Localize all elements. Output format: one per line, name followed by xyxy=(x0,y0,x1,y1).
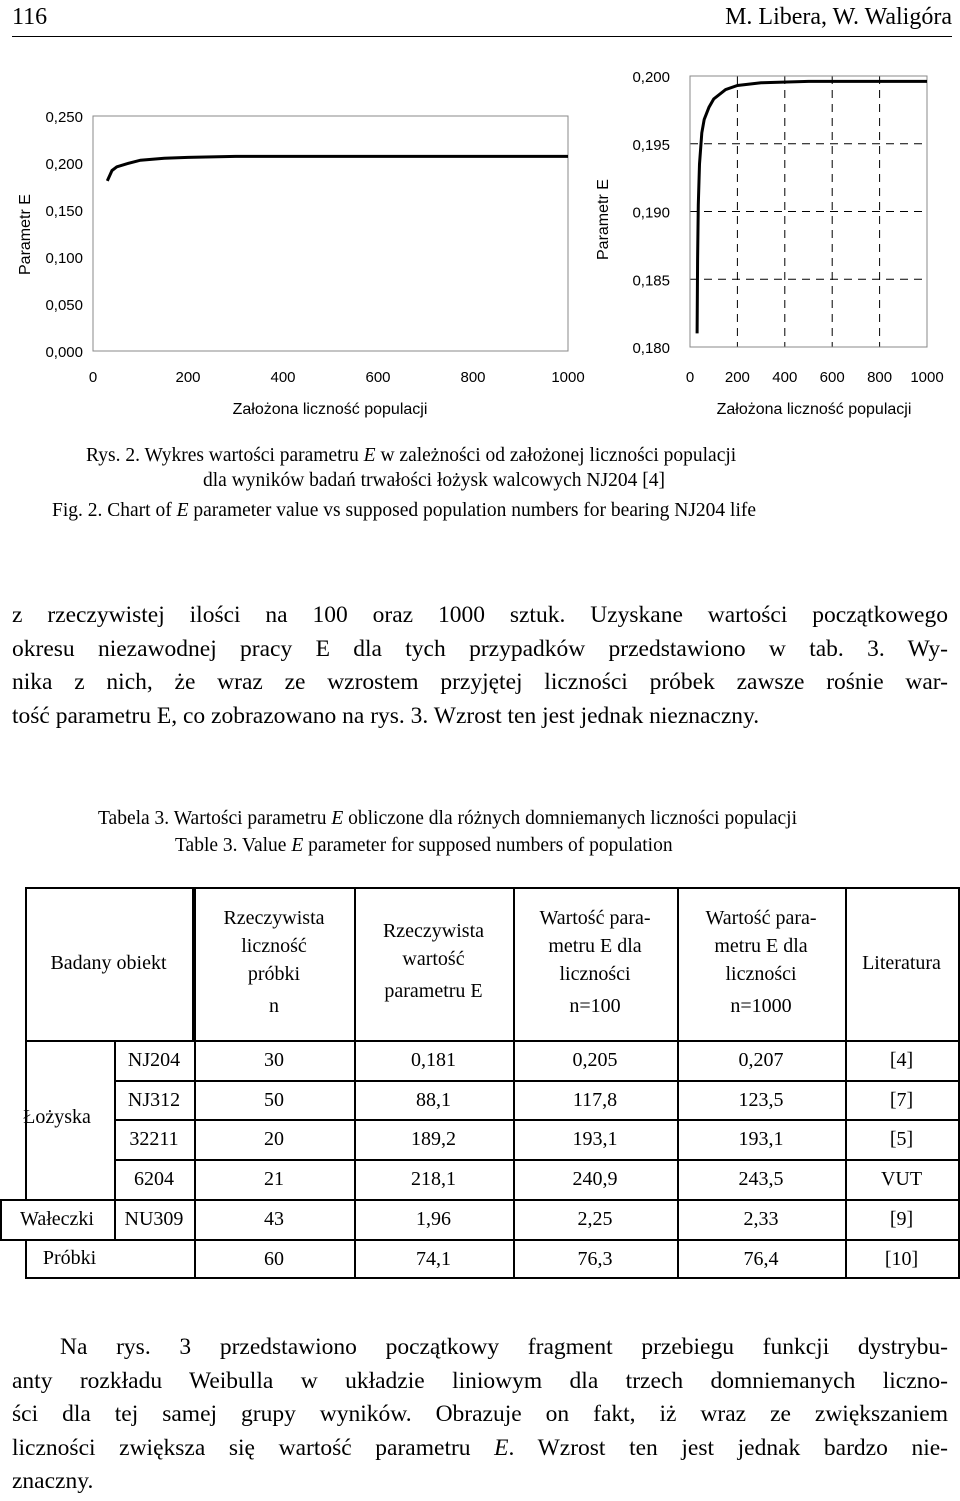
table-cell: 6204 xyxy=(134,1168,174,1190)
table-cell: 32211 xyxy=(129,1128,179,1150)
table-cell: 240,9 xyxy=(572,1168,618,1190)
paragraph-line: znaczny. xyxy=(12,1468,94,1494)
table-caption-en: Table 3. Value E parameter for supposed numbers of population xyxy=(175,835,673,856)
figure-caption-pl-line1: Rys. 2. Wykres wartości parametru E w zależności od założonej liczności populacji xyxy=(86,445,737,466)
paragraph-line: Na rys. 3 przedstawiono początkowy fragment przebiegu funkcji dystrybu- xyxy=(60,1334,948,1360)
table-cell: [4] xyxy=(889,1049,914,1071)
table-cell: NJ312 xyxy=(127,1089,181,1111)
group-label-rollers: Wałeczki xyxy=(20,1208,94,1230)
table-cell: 193,1 xyxy=(738,1128,784,1150)
paragraph-line: nika z nich, że wraz ze wzrostem przyjętej liczności próbek zawsze rośnie war- xyxy=(12,669,948,695)
right-chart-x-tick: 1000 xyxy=(910,369,944,386)
table-cell: [7] xyxy=(889,1089,914,1111)
table-cell: 50 xyxy=(264,1089,284,1111)
table-cell: [9] xyxy=(889,1208,914,1230)
table-cell: 193,1 xyxy=(572,1128,618,1150)
table-cell: 43 xyxy=(264,1208,284,1230)
left-chart-y-tick: 0,200 xyxy=(45,156,83,173)
figure-caption-en: Fig. 2. Chart of E parameter value vs supposed population numbers for bearing NJ204 life xyxy=(52,500,757,521)
table-caption-pl: Tabela 3. Wartości parametru E obliczone dla różnych domniemanych liczności populacji xyxy=(98,808,798,829)
table-cell: 30 xyxy=(264,1049,284,1071)
table-cell: 2,33 xyxy=(743,1208,779,1230)
table-cell: 60 xyxy=(264,1248,284,1270)
right-chart-x-tick: 200 xyxy=(724,369,750,386)
table-cell: 1,96 xyxy=(416,1208,451,1230)
left-chart-plot-area xyxy=(93,116,568,351)
right-chart-gridlines xyxy=(690,76,927,347)
group-label-bearings: Łożyska xyxy=(23,1106,91,1128)
results-table xyxy=(0,887,960,1279)
right-chart-y-label: Parametr E xyxy=(595,179,612,260)
paragraph-line: okresu niezawodnej pracy E dla tych przypadków przedstawiono w tab. 3. Wy- xyxy=(12,635,948,662)
right-chart-y-tick: 0,195 xyxy=(632,136,670,154)
table-cell: NU309 xyxy=(124,1208,184,1230)
body-paragraph-1 xyxy=(12,599,948,733)
left-chart-y-tick: 0,100 xyxy=(45,250,83,267)
table-cell: 0,205 xyxy=(572,1049,618,1071)
table-cell: [10] xyxy=(884,1248,919,1270)
figure-caption-pl-line2: dla wyników badań trwałości łożysk walcowych NJ204 [4] xyxy=(203,470,665,491)
table-cell: 117,8 xyxy=(572,1089,618,1111)
table-cell: 88,1 xyxy=(416,1089,451,1111)
right-chart xyxy=(590,60,960,425)
right-chart-y-tick: 0,200 xyxy=(632,69,670,86)
running-head: M. Libera, W. Waligóra xyxy=(725,4,952,30)
left-chart xyxy=(0,60,590,425)
table-cell: 0,181 xyxy=(411,1049,456,1071)
table-cell: 76,4 xyxy=(743,1248,779,1270)
right-chart-x-tick: 800 xyxy=(867,369,893,386)
group-label-samples: Próbki xyxy=(42,1247,97,1269)
table-cell: 0,207 xyxy=(738,1049,784,1071)
table-cell: 123,5 xyxy=(738,1089,784,1111)
table-cell: 74,1 xyxy=(416,1248,451,1270)
page-header xyxy=(12,0,952,37)
table-cell: 243,5 xyxy=(738,1168,784,1190)
left-chart-x-tick: 800 xyxy=(460,369,486,386)
left-chart-y-tick: 0,150 xyxy=(45,203,83,220)
table-cell: 21 xyxy=(264,1168,284,1190)
left-chart-series-line xyxy=(107,156,568,181)
body-paragraph-2 xyxy=(12,1331,948,1499)
right-chart-x-tick: 0 xyxy=(685,369,695,386)
header-value-n1000: Wartość para- metru E dla liczności n=1000 xyxy=(705,907,817,1017)
right-chart-y-tick: 0,180 xyxy=(632,340,670,357)
left-chart-x-tick: 0 xyxy=(88,369,98,386)
header-value-n100: Wartość para- metru E dla liczności n=100 xyxy=(539,907,651,1017)
paragraph-line: liczności zwiększa się wartość parametru E. Wzrost ten jest jednak bardzo nie- xyxy=(12,1434,948,1461)
table-cell: VUT xyxy=(880,1168,923,1190)
right-chart-series-line xyxy=(697,81,927,333)
paragraph-line: tość parametru E, co zobrazowano na rys. 3. Wzrost ten jest jednak nieznaczny. xyxy=(12,702,760,729)
left-chart-y-tick: 0,050 xyxy=(45,297,83,314)
table-cell: [5] xyxy=(889,1128,914,1150)
paragraph-line: anty rozkładu Weibulla w układzie liniowym dla trzech domniemanych liczno- xyxy=(12,1367,948,1394)
table-cell: 76,3 xyxy=(577,1248,613,1270)
header-real-value: Rzeczywista wartość parametru E xyxy=(382,920,485,1002)
paragraph-line: z rzeczywistej ilości na 100 oraz 1000 sztuk. Uzyskane wartości początkowego xyxy=(12,602,948,628)
table-cell: 2,25 xyxy=(577,1208,613,1230)
left-chart-x-tick: 400 xyxy=(270,369,296,386)
header-object: Badany obiekt xyxy=(50,952,167,974)
table-cell: 218,1 xyxy=(411,1168,456,1190)
table-cell: 20 xyxy=(264,1128,284,1150)
right-chart-y-tick: 0,190 xyxy=(632,204,670,222)
left-chart-y-label: Parametr E xyxy=(17,194,34,275)
table-cell: 189,2 xyxy=(411,1128,456,1150)
left-chart-x-tick: 600 xyxy=(365,369,391,386)
left-chart-x-tick: 200 xyxy=(175,369,201,386)
right-chart-x-label: Założona liczność populacji xyxy=(716,401,912,418)
left-chart-x-label: Założona liczność populacji xyxy=(232,401,428,418)
paragraph-line: ści dla tej samej grupy wyników. Obrazuje on fakt, iż wraz ze zwiększaniem xyxy=(12,1401,948,1427)
header-literature: Literatura xyxy=(862,952,941,974)
right-chart-y-tick: 0,185 xyxy=(632,272,670,290)
left-chart-y-tick: 0,250 xyxy=(45,109,83,126)
table-cell: NJ204 xyxy=(127,1049,181,1071)
right-chart-x-tick: 400 xyxy=(772,369,798,386)
left-chart-y-tick: 0,000 xyxy=(45,344,83,361)
header-sample-size: Rzeczywista liczność próbki n xyxy=(223,907,325,1017)
right-chart-x-tick: 600 xyxy=(819,369,845,386)
left-chart-x-tick: 1000 xyxy=(551,369,585,386)
page-number: 116 xyxy=(12,4,48,30)
